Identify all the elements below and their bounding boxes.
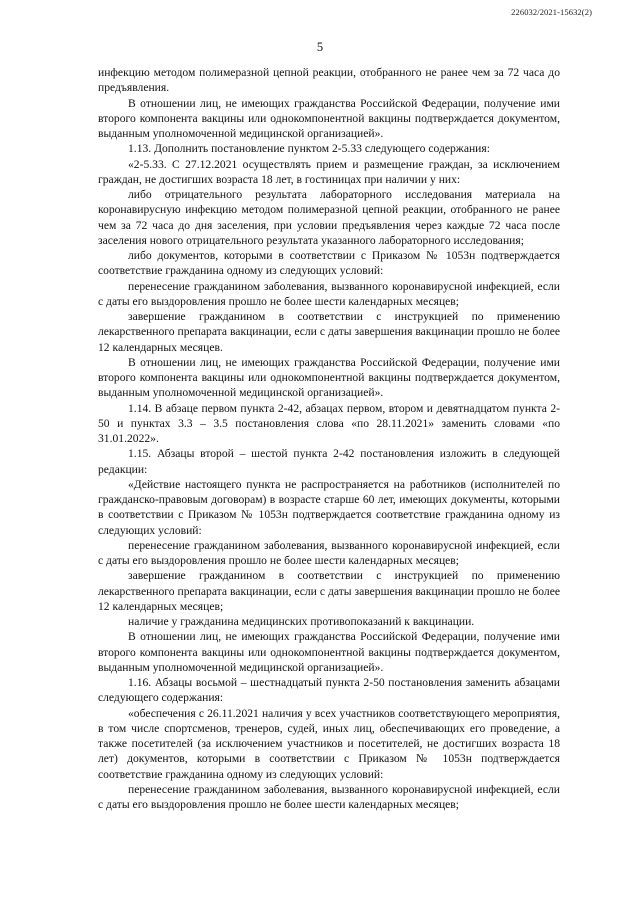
paragraph: 1.15. Абзацы второй – шестой пункта 2-42 постановления изложить в следующей редакции: bbox=[98, 447, 560, 476]
paragraph: «обеспечения с 26.11.2021 наличия у всех участников соответствующего мероприятия, в том числе спортсменов, тренеров, судей, иных лиц, обеспечивающих его проведение, а также посетителей (за исключением участников и посетителей, не достигших возраста 18 лет) документов, которыми в соответствии с Приказом № 1053н подтверждается соответствие гражданина одному из следующих условий: bbox=[98, 706, 560, 781]
paragraph: перенесение гражданином заболевания, вызванного коронавирусной инфекцией, если с даты его выздоровления прошло не более шести календарных месяцев; bbox=[98, 279, 560, 308]
paragraph: либо документов, которыми в соответствии с Приказом № 1053н подтверждается соответствие гражданина одному из следующих условий: bbox=[98, 249, 560, 278]
paragraph: завершение гражданином в соответствии с инструкцией по применению лекарственного препарата вакцинации, если с даты завершения вакцинации прошло не более 12 календарных месяцев; bbox=[98, 569, 560, 613]
document-body bbox=[98, 65, 560, 812]
paragraph: либо отрицательного результата лабораторного исследования материала на коронавирусную инфекцию методом полимеразной цепной реакции, отобранного не ранее чем за 72 часа до дня заселения, при условии предъявления через каждые 72 часа после заселения нового отрицательного результата указанного лабораторного исследования; bbox=[98, 188, 560, 247]
paragraph: наличие у гражданина медицинских противопоказаний к вакцинации. bbox=[128, 615, 475, 628]
paragraph: перенесение гражданином заболевания, вызванного коронавирусной инфекцией, если с даты его выздоровления прошло не более шести календарных месяцев; bbox=[98, 538, 560, 567]
paragraph: В отношении лиц, не имеющих гражданства Российской Федерации, получение ими второго компонента вакцины или однокомпонентной вакцины подтверждается документом, выданным уполномоченной медицинской организацией». bbox=[98, 630, 560, 674]
paragraph: перенесение гражданином заболевания, вызванного коронавирусной инфекцией, если с даты его выздоровления прошло не более шести календарных месяцев; bbox=[98, 782, 560, 811]
paragraph: «Действие настоящего пункта не распространяется на работников (исполнителей по гражданско-правовым договорам) в возрасте старше 60 лет, имеющих документы, которыми в соответствии с Приказом № 1053н подтверждается соответствие гражданина одному из следующих условий: bbox=[98, 477, 560, 537]
paragraph: 1.14. В абзаце первом пункта 2-42, абзацах первом, втором и девятнадцатом пункта 2-50 и пунктах 3.3 – 3.5 постановления слова «по 28.11.2021» заменить словами «по 31.01.2022». bbox=[98, 401, 560, 445]
paragraph: «2-5.33. С 27.12.2021 осуществлять прием и размещение граждан, за исключением граждан, не достигших возраста 18 лет, в гостиницах при наличии у них: bbox=[98, 157, 560, 186]
paragraph: 1.13. Дополнить постановление пунктом 2-5.33 следующего содержания: bbox=[128, 142, 490, 156]
paragraph: В отношении лиц, не имеющих гражданства Российской Федерации, получение ими второго компонента вакцины или однокомпонентной вакцины подтверждается документом, выданным уполномоченной медицинской организацией». bbox=[98, 355, 560, 400]
paragraph: 1.16. Абзацы восьмой – шестнадцатый пункта 2-50 постановления заменить абзацами следующего содержания: bbox=[98, 676, 560, 705]
paragraph: завершение гражданином в соответствии с инструкцией по применению лекарственного препарата вакцинации, если с даты завершения вакцинации прошло не более 12 календарных месяцев. bbox=[98, 310, 560, 354]
page-number: 5 bbox=[316, 40, 324, 54]
paragraph: инфекцию методом полимеразной цепной реакции, отобранного не ранее чем за 72 часа до предъявления. bbox=[98, 66, 560, 95]
document-registration-number: 226032/2021-15632(2) bbox=[511, 7, 592, 17]
paragraph: В отношении лиц, не имеющих гражданства Российской Федерации, получение ими второго компонента вакцины или однокомпонентной вакцины подтверждается документом, выданным уполномоченной медицинской организацией». bbox=[98, 96, 560, 140]
